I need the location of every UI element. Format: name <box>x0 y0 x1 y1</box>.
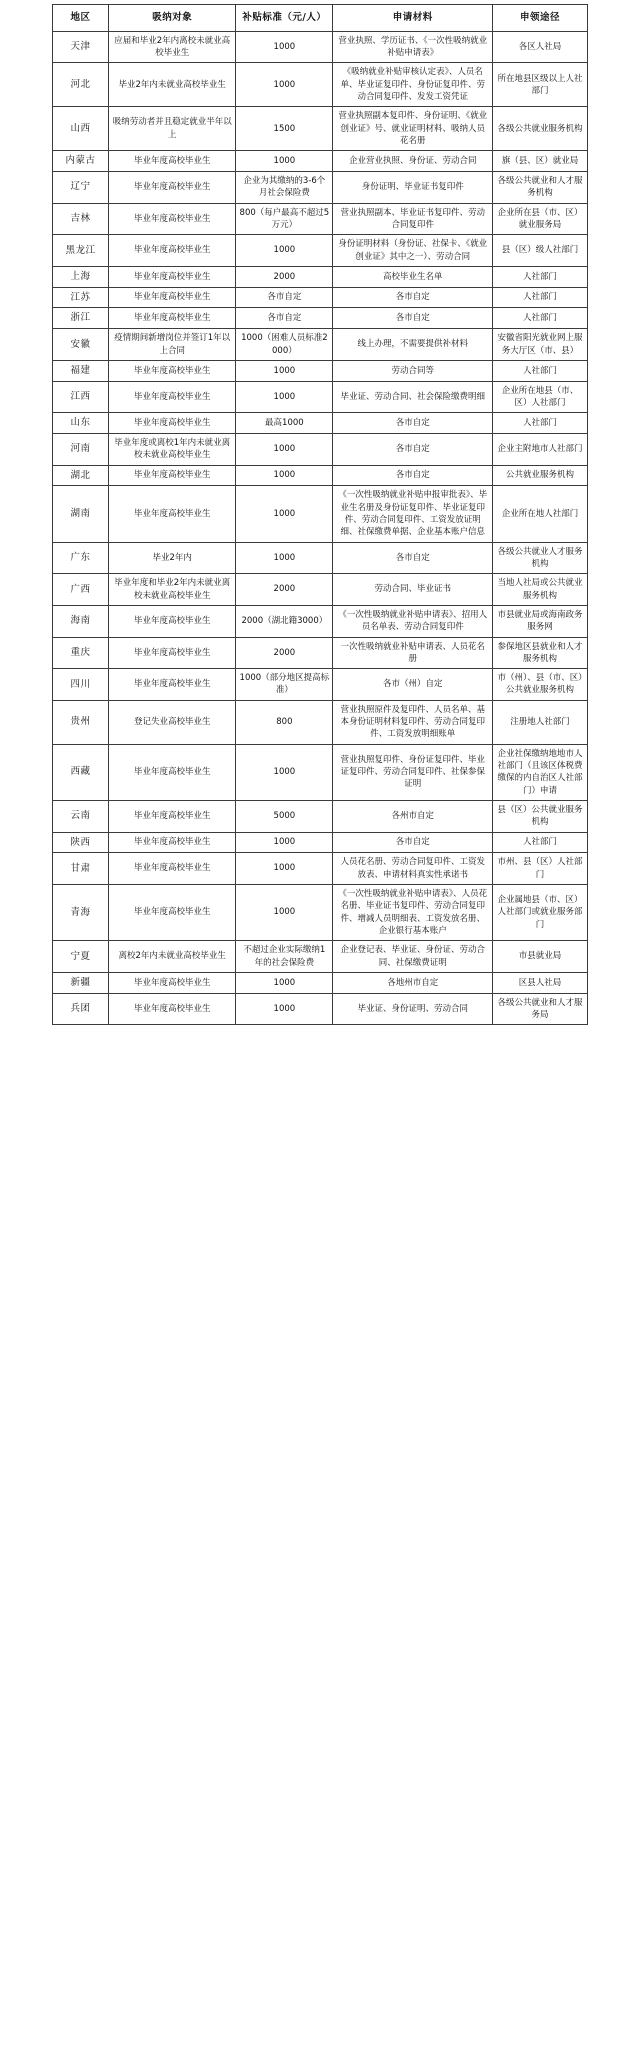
cell-standard: 1000（部分地区提高标准） <box>236 669 333 701</box>
cell-region: 宁夏 <box>53 941 109 973</box>
table-row <box>53 172 588 204</box>
table-row <box>53 381 588 413</box>
cell-region: 海南 <box>53 605 109 637</box>
cell-materials: 营业执照副本复印件、身份证明、《就业创业证》号、就业证明材料、吸纳人员花名册 <box>333 107 493 151</box>
cell-channel: 人社部门 <box>493 360 588 381</box>
cell-materials: 各市自定 <box>333 287 493 308</box>
column-header-region: 地区 <box>53 5 109 32</box>
cell-standard: 最高1000 <box>236 413 333 434</box>
cell-standard: 1000 <box>236 853 333 885</box>
cell-target: 毕业年度高校毕业生 <box>109 360 236 381</box>
cell-materials: 《一次性吸纳就业补贴申请表》、人员花名册、毕业证书复印件、劳动合同复印件、增减人员明细表、工资发放名册、企业银行基本账户 <box>333 884 493 940</box>
table-row <box>53 31 588 63</box>
column-header-standard: 补贴标准（元/人） <box>236 5 333 32</box>
cell-materials: 各市自定 <box>333 308 493 329</box>
cell-materials: 各市自定 <box>333 433 493 465</box>
cell-region: 重庆 <box>53 637 109 669</box>
cell-region: 河南 <box>53 433 109 465</box>
cell-channel: 旗（县、区）就业局 <box>493 151 588 172</box>
cell-standard: 800 <box>236 700 333 744</box>
cell-region: 河北 <box>53 63 109 107</box>
table-row <box>53 542 588 574</box>
cell-materials: 《一次性吸纳就业补贴申请表》、招用人员名单表、劳动合同复印件 <box>333 605 493 637</box>
cell-materials: 劳动合同等 <box>333 360 493 381</box>
cell-standard: 1000 <box>236 63 333 107</box>
cell-standard: 1000（困难人员标准2000） <box>236 329 333 361</box>
cell-target: 应届和毕业2年内离校未就业高校毕业生 <box>109 31 236 63</box>
table-header-row <box>53 5 588 32</box>
cell-channel: 企业所在县（市、区）就业服务局 <box>493 203 588 235</box>
cell-channel: 企业社保缴纳地地市人社部门（且该区体税费缴保的内自治区人社部门）申请 <box>493 744 588 800</box>
column-header-materials: 申请材料 <box>333 5 493 32</box>
table-row <box>53 433 588 465</box>
column-header-target: 吸纳对象 <box>109 5 236 32</box>
cell-region: 广西 <box>53 574 109 606</box>
cell-target: 毕业年度高校毕业生 <box>109 308 236 329</box>
table-row <box>53 853 588 885</box>
table-row <box>53 486 588 542</box>
cell-channel: 当地人社局或公共就业服务机构 <box>493 574 588 606</box>
cell-standard: 2000 <box>236 574 333 606</box>
cell-region: 天津 <box>53 31 109 63</box>
cell-materials: 《吸纳就业补贴审核认定表》、人员名单、毕业证复印件、身份证复印件、劳动合同复印件、发发工资凭证 <box>333 63 493 107</box>
cell-standard: 2000 <box>236 266 333 287</box>
cell-channel: 企业主附地市人社部门 <box>493 433 588 465</box>
cell-channel: 区县人社局 <box>493 972 588 993</box>
table-body <box>53 31 588 1024</box>
cell-materials: 一次性吸纳就业补贴申请表、人员花名册 <box>333 637 493 669</box>
cell-materials: 营业执照复印件、身份证复印件、毕业证复印件、劳动合同复印件、社保参保证明 <box>333 744 493 800</box>
cell-target: 毕业年度高校毕业生 <box>109 465 236 486</box>
cell-region: 辽宁 <box>53 172 109 204</box>
cell-materials: 身份证明材料（身份证、社保卡、《就业创业证》其中之一）、劳动合同 <box>333 235 493 267</box>
cell-target: 毕业年度高校毕业生 <box>109 993 236 1025</box>
cell-materials: 各州市自定 <box>333 800 493 832</box>
cell-target: 毕业年度高校毕业生 <box>109 151 236 172</box>
cell-channel: 市州、县（区）人社部门 <box>493 853 588 885</box>
cell-materials: 人员花名册、劳动合同复印件、工资发放表、申请材料真实性承诺书 <box>333 853 493 885</box>
table-row <box>53 287 588 308</box>
cell-region: 四川 <box>53 669 109 701</box>
cell-materials: 高校毕业生名单 <box>333 266 493 287</box>
cell-standard: 2000（湖北籍3000） <box>236 605 333 637</box>
cell-region: 福建 <box>53 360 109 381</box>
table-row <box>53 266 588 287</box>
cell-standard: 1000 <box>236 972 333 993</box>
cell-standard: 800（每户最高不超过5万元） <box>236 203 333 235</box>
cell-target: 毕业2年内 <box>109 542 236 574</box>
cell-channel: 人社部门 <box>493 308 588 329</box>
table-row <box>53 107 588 151</box>
cell-materials: 各市自定 <box>333 832 493 853</box>
table-row <box>53 329 588 361</box>
table-row <box>53 465 588 486</box>
subsidy-table-sheet <box>0 0 640 1025</box>
cell-region: 兵团 <box>53 993 109 1025</box>
table-row <box>53 574 588 606</box>
cell-materials: 毕业证、劳动合同、社会保险缴费明细 <box>333 381 493 413</box>
cell-standard: 1000 <box>236 744 333 800</box>
cell-channel: 市县就业局或海南政务服务网 <box>493 605 588 637</box>
table-row <box>53 800 588 832</box>
cell-region: 湖南 <box>53 486 109 542</box>
cell-region: 山东 <box>53 413 109 434</box>
cell-target: 毕业年度高校毕业生 <box>109 381 236 413</box>
table-row <box>53 63 588 107</box>
cell-region: 安徽 <box>53 329 109 361</box>
cell-target: 吸纳劳动者并且稳定就业半年以上 <box>109 107 236 151</box>
cell-channel: 县（区）级人社部门 <box>493 235 588 267</box>
cell-target: 毕业年度高校毕业生 <box>109 637 236 669</box>
cell-standard: 1000 <box>236 542 333 574</box>
cell-target: 毕业年度和毕业2年内未就业离校未就业高校毕业生 <box>109 574 236 606</box>
cell-region: 陕西 <box>53 832 109 853</box>
table-row <box>53 637 588 669</box>
cell-target: 毕业年度高校毕业生 <box>109 486 236 542</box>
cell-channel: 人社部门 <box>493 413 588 434</box>
cell-standard: 5000 <box>236 800 333 832</box>
cell-region: 甘肃 <box>53 853 109 885</box>
cell-standard: 企业为其缴纳的3-6个月社会保险费 <box>236 172 333 204</box>
cell-standard: 1000 <box>236 151 333 172</box>
cell-region: 山西 <box>53 107 109 151</box>
cell-region: 新疆 <box>53 972 109 993</box>
table-row <box>53 700 588 744</box>
table-row <box>53 744 588 800</box>
cell-channel: 人社部门 <box>493 266 588 287</box>
cell-standard: 1000 <box>236 235 333 267</box>
cell-channel: 各级公共就业和人才服务机构 <box>493 172 588 204</box>
cell-materials: 营业执照原件及复印件、人员名单、基本身份证明材料复印件、劳动合同复印件、工资发放明细账单 <box>333 700 493 744</box>
cell-target: 毕业年度高校毕业生 <box>109 744 236 800</box>
cell-target: 疫情期间新增岗位并签订1年以上合同 <box>109 329 236 361</box>
cell-materials: 营业执照、学历证书、《一次性吸纳就业补贴申请表》 <box>333 31 493 63</box>
cell-standard: 1000 <box>236 433 333 465</box>
cell-region: 西藏 <box>53 744 109 800</box>
cell-materials: 各市自定 <box>333 542 493 574</box>
cell-target: 毕业年度高校毕业生 <box>109 669 236 701</box>
cell-channel: 人社部门 <box>493 832 588 853</box>
cell-channel: 市（州）、县（市、区）公共就业服务机构 <box>493 669 588 701</box>
cell-target: 毕业年度高校毕业生 <box>109 413 236 434</box>
cell-channel: 注册地人社部门 <box>493 700 588 744</box>
cell-standard: 2000 <box>236 637 333 669</box>
cell-channel: 企业所在地人社部门 <box>493 486 588 542</box>
cell-materials: 各市自定 <box>333 465 493 486</box>
cell-standard: 各市自定 <box>236 287 333 308</box>
cell-standard: 1000 <box>236 31 333 63</box>
cell-region: 云南 <box>53 800 109 832</box>
cell-standard: 1000 <box>236 832 333 853</box>
table-row <box>53 360 588 381</box>
cell-materials: 身份证明、毕业证书复印件 <box>333 172 493 204</box>
cell-channel: 各级公共就业人才服务机构 <box>493 542 588 574</box>
column-header-channel: 申领途径 <box>493 5 588 32</box>
cell-region: 湖北 <box>53 465 109 486</box>
cell-target: 毕业年度高校毕业生 <box>109 203 236 235</box>
cell-materials: 各市（州）自定 <box>333 669 493 701</box>
table-row <box>53 832 588 853</box>
cell-target: 毕业年度高校毕业生 <box>109 832 236 853</box>
table-row <box>53 993 588 1025</box>
cell-standard: 1000 <box>236 381 333 413</box>
cell-channel: 各区人社局 <box>493 31 588 63</box>
table-row <box>53 235 588 267</box>
cell-target: 毕业年度高校毕业生 <box>109 605 236 637</box>
cell-materials: 线上办理，不需要提供补材料 <box>333 329 493 361</box>
cell-target: 毕业2年内未就业高校毕业生 <box>109 63 236 107</box>
cell-channel: 安徽省阳光就业网上服务大厅区（市、县） <box>493 329 588 361</box>
cell-standard: 1500 <box>236 107 333 151</box>
cell-region: 吉林 <box>53 203 109 235</box>
cell-materials: 《一次性吸纳就业补贴申报审批表》、毕业生名册及身份证复印件、毕业证复印件、劳动合同复印件、工资发放证明细、社保缴费单据、企业基本账户信息 <box>333 486 493 542</box>
table-row <box>53 308 588 329</box>
cell-region: 内蒙古 <box>53 151 109 172</box>
cell-channel: 企业属地县（市、区）人社部门或就业服务部门 <box>493 884 588 940</box>
cell-materials: 劳动合同、毕业证书 <box>333 574 493 606</box>
cell-target: 离校2年内未就业高校毕业生 <box>109 941 236 973</box>
cell-target: 毕业年度高校毕业生 <box>109 972 236 993</box>
cell-region: 青海 <box>53 884 109 940</box>
cell-standard: 1000 <box>236 360 333 381</box>
cell-region: 浙江 <box>53 308 109 329</box>
cell-standard: 1000 <box>236 465 333 486</box>
cell-materials: 企业营业执照、身份证、劳动合同 <box>333 151 493 172</box>
cell-target: 毕业年度高校毕业生 <box>109 853 236 885</box>
cell-materials: 各地州市自定 <box>333 972 493 993</box>
cell-standard: 1000 <box>236 486 333 542</box>
table-row <box>53 941 588 973</box>
cell-target: 毕业年度高校毕业生 <box>109 266 236 287</box>
table-row <box>53 605 588 637</box>
cell-materials: 企业登记表、毕业证、身份证、劳动合同、社保缴费证明 <box>333 941 493 973</box>
table-row <box>53 413 588 434</box>
cell-region: 江苏 <box>53 287 109 308</box>
cell-channel: 各级公共就业服务机构 <box>493 107 588 151</box>
cell-region: 江西 <box>53 381 109 413</box>
cell-region: 广东 <box>53 542 109 574</box>
cell-standard: 不超过企业实际缴纳1年的社会保险费 <box>236 941 333 973</box>
cell-region: 上海 <box>53 266 109 287</box>
subsidy-policy-table <box>52 4 588 1025</box>
cell-target: 毕业年度高校毕业生 <box>109 884 236 940</box>
table-row <box>53 151 588 172</box>
cell-target: 登记失业高校毕业生 <box>109 700 236 744</box>
cell-target: 毕业年度高校毕业生 <box>109 172 236 204</box>
cell-channel: 县（区）公共就业服务机构 <box>493 800 588 832</box>
cell-standard: 各市自定 <box>236 308 333 329</box>
table-row <box>53 669 588 701</box>
cell-region: 贵州 <box>53 700 109 744</box>
cell-standard: 1000 <box>236 993 333 1025</box>
cell-channel: 公共就业服务机构 <box>493 465 588 486</box>
cell-channel: 市县就业局 <box>493 941 588 973</box>
table-row <box>53 203 588 235</box>
table-row <box>53 972 588 993</box>
cell-channel: 人社部门 <box>493 287 588 308</box>
cell-channel: 参保地区县就业和人才服务机构 <box>493 637 588 669</box>
cell-target: 毕业年度高校毕业生 <box>109 800 236 832</box>
cell-region: 黑龙江 <box>53 235 109 267</box>
cell-target: 毕业年度高校毕业生 <box>109 235 236 267</box>
cell-target: 毕业年度高校毕业生 <box>109 287 236 308</box>
cell-target: 毕业年度或离校1年内未就业离校未就业高校毕业生 <box>109 433 236 465</box>
cell-materials: 毕业证、身份证明、劳动合同 <box>333 993 493 1025</box>
cell-materials: 营业执照副本、毕业证书复印件、劳动合同复印件 <box>333 203 493 235</box>
table-row <box>53 884 588 940</box>
cell-channel: 企业所在地县（市、区）人社部门 <box>493 381 588 413</box>
cell-materials: 各市自定 <box>333 413 493 434</box>
cell-channel: 各级公共就业和人才服务局 <box>493 993 588 1025</box>
cell-standard: 1000 <box>236 884 333 940</box>
table-header <box>53 5 588 32</box>
cell-channel: 所在地县区级以上人社部门 <box>493 63 588 107</box>
